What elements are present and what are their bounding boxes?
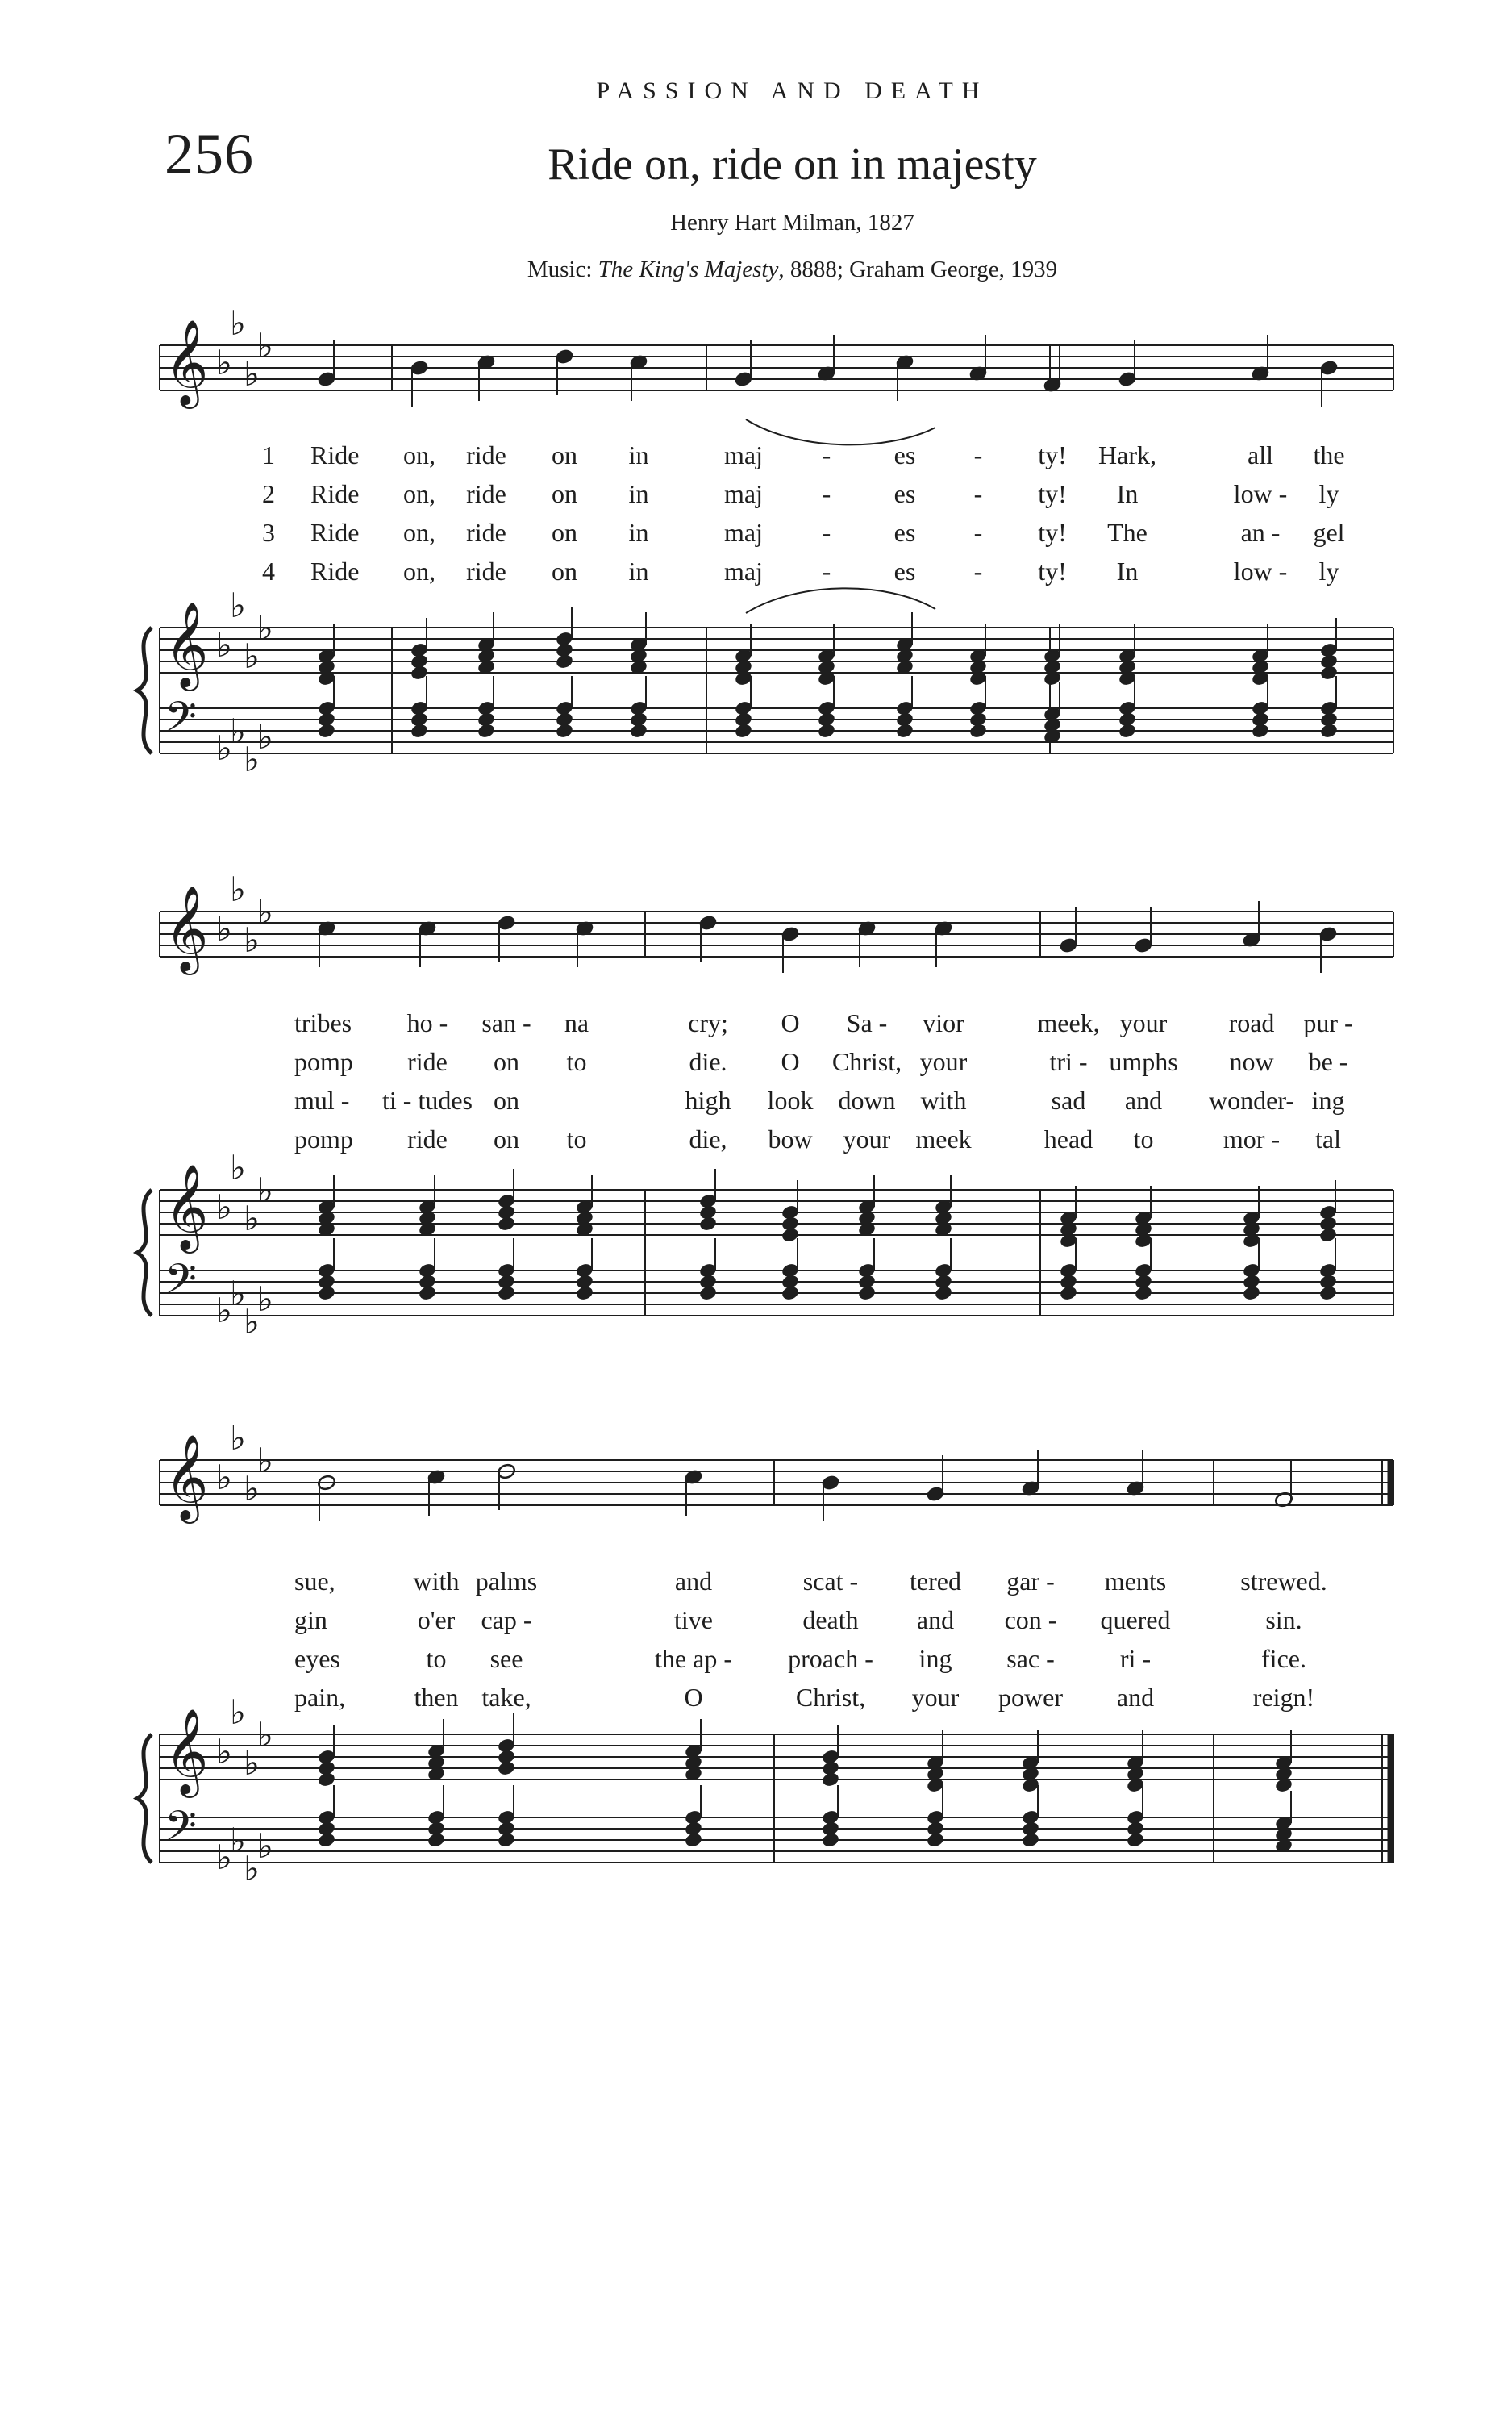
melody-staff [160,1460,1393,1505]
lyric-syllable: ty! [1038,518,1067,547]
lyric-syllable: maj [724,479,763,508]
flat-icon: ♭ [216,909,232,949]
lyric-syllable: Hark, [1098,440,1156,469]
flat-icon: ♭ [216,1291,232,1330]
lyric-syllable: Ride [310,479,360,508]
lyric-syllable: strewed. [1240,1567,1327,1596]
flat-icon: ♭ [244,920,260,960]
flat-icon: ♭ [216,343,232,382]
lyric-syllable: take, [481,1683,531,1712]
system-brace-icon [137,1190,152,1316]
lyric-syllable: - [973,518,983,547]
flat-icon: ♭ [257,1441,273,1480]
bass-chords [317,1785,1293,1854]
lyric-syllable: tal [1315,1124,1341,1154]
lyric-syllable: and [916,1605,955,1634]
lyric-syllable: cap - [481,1605,532,1634]
lyric-syllable: look [767,1086,814,1115]
accompaniment-treble-staff [160,628,1393,673]
flat-icon: ♭ [257,608,273,648]
flat-icon: ♭ [244,1302,260,1341]
verse-number: 4 [262,557,275,586]
lyric-syllable: in [628,479,649,508]
treble-chords [317,607,1339,686]
flat-icon: ♭ [257,717,273,757]
lyric-syllable: pomp [294,1124,353,1154]
lyric-syllable: ri - [1119,1644,1152,1673]
lyric-syllable: Ride [310,440,360,469]
lyric-syllable: ride [407,1047,448,1076]
verse-number: 3 [262,518,275,547]
lyric-syllable: on [552,557,577,586]
lyric-syllable: ti - tudes [382,1086,473,1115]
flat-icon: ♭ [244,740,260,779]
treble-clef-icon: 𝄞 [165,1163,209,1250]
lyric-syllable: your [911,1683,960,1712]
lyric-syllable: proach - [788,1644,873,1673]
lyric-syllable: high [685,1086,731,1115]
lyric-syllable: - [973,440,983,469]
lyric-syllable: ing [918,1644,952,1673]
lyric-syllable: eyes [294,1644,340,1673]
flat-icon: ♭ [230,1148,246,1187]
flat-icon: ♭ [216,1458,232,1497]
lyric-syllable: on [494,1047,519,1076]
lyric-syllable: palms [475,1567,538,1596]
lyric-syllable: - [822,479,831,508]
lyric-syllable: meek [915,1124,972,1154]
music-prefix: Music: [527,257,598,282]
lyric-syllable: - [822,440,831,469]
lyric-syllable: Christ, [795,1683,866,1712]
lyric-syllable: o'er [417,1605,456,1634]
lyric-syllable: tered [910,1567,961,1596]
lyric-syllable: now [1229,1047,1274,1076]
lyric-syllable: in [628,440,649,469]
lyric-syllable: die. [689,1047,727,1076]
lyric-syllable: with [413,1567,460,1596]
lyric-syllable: bow [768,1124,813,1154]
music-suffix: , 8888; Graham George, 1939 [778,257,1058,282]
treble-clef-icon: 𝄞 [165,1708,209,1794]
lyric-syllable: then [414,1683,459,1712]
lyric-syllable: power [998,1683,1063,1712]
flat-icon: ♭ [257,892,273,932]
lyric-syllable: O [781,1008,800,1037]
lyric-syllable: mul - [294,1086,350,1115]
accompaniment-bass-staff [160,1817,1393,1863]
lyric-syllable: The [1107,518,1148,547]
lyric-syllable: ride [466,440,506,469]
lyric-syllable: maj [724,440,763,469]
lyric-syllable: your [919,1047,968,1076]
flat-icon: ♭ [230,870,246,909]
treble-clef-and-key-signature [165,1418,273,1524]
lyric-syllable: all [1248,440,1273,469]
flat-icon: ♭ [230,1418,246,1458]
treble-clef-icon: 𝄞 [165,601,209,687]
lyric-syllable: to [1133,1124,1154,1154]
lyric-syllable: to [566,1047,587,1076]
lyric-syllable: road [1228,1008,1275,1037]
treble-chords [317,1713,1293,1793]
lyric-syllable: umphs [1109,1047,1178,1076]
lyric-syllable: be - [1308,1047,1348,1076]
lyric-syllable: O [781,1047,800,1076]
tune-name: The King's Majesty [598,257,779,282]
lyric-syllable: pomp [294,1047,353,1076]
lyric-syllable: cry; [688,1008,728,1037]
lyric-syllable: Sa - [846,1008,888,1037]
lyric-syllable: Christ, [831,1047,902,1076]
lyric-syllable: ty! [1038,440,1067,469]
lyric-syllable: on, [403,479,435,508]
lyric-syllable: tive [674,1605,713,1634]
lyric-syllable: ride [466,479,506,508]
flat-icon: ♭ [257,1279,273,1319]
bass-clef-and-key-signature [165,1254,273,1341]
system-brace-icon [137,1734,152,1863]
flat-icon: ♭ [244,1743,260,1783]
flat-icon: ♭ [244,1199,260,1238]
slur [746,588,935,613]
hymn-number: 256 [165,122,254,186]
flat-icon: ♭ [230,711,246,751]
lyric-syllable: on, [403,440,435,469]
lyric-syllable: - [973,557,983,586]
accompaniment-treble-staff [160,1190,1393,1235]
treble-clef-icon: 𝄞 [165,319,209,405]
lyric-syllable: meek, [1037,1008,1100,1037]
lyric-syllable: to [566,1124,587,1154]
lyric-syllable: in [628,557,649,586]
flat-icon: ♭ [257,326,273,365]
lyric-syllable: - [973,479,983,508]
treble-clef-icon: 𝄞 [165,1433,209,1520]
lyric-syllable: ride [407,1124,448,1154]
flat-icon: ♭ [244,354,260,394]
flat-icon: ♭ [216,625,232,665]
lyric-syllable: fice. [1261,1644,1306,1673]
lyric-syllable: na [564,1008,589,1037]
lyric-syllable: on [552,518,577,547]
lyric-syllable: your [1119,1008,1168,1037]
bass-clef-and-key-signature [165,692,273,779]
bass-clef-icon: 𝄢 [165,692,197,751]
lyric-syllable: - [822,518,831,547]
lyric-syllable: low - [1233,479,1288,508]
lyric-syllable: ho - [406,1008,448,1037]
lyric-syllable: maj [724,557,763,586]
treble-clef-and-key-signature [165,870,273,975]
lyric-syllable: tri - [1049,1047,1088,1076]
flat-icon: ♭ [216,1187,232,1227]
lyric-syllable: Ride [310,518,360,547]
verse-number: 1 [262,440,275,469]
accompaniment-bass-staff [160,708,1393,753]
lyric-syllable: pain, [294,1683,346,1712]
hymn-title: Ride on, ride on in majesty [548,140,1037,190]
lyric-syllable: on [494,1086,519,1115]
lyric-syllable: ride [466,518,506,547]
treble-clef-and-key-signature [165,1692,273,1798]
lyric-syllable: san - [481,1008,531,1037]
lyric-syllable: die, [689,1124,727,1154]
flat-icon: ♭ [230,586,246,625]
lyric-syllable: head [1043,1124,1093,1154]
treble-clef-and-key-signature [165,586,273,691]
bass-clef-icon: 𝄢 [165,1801,197,1860]
lyric-syllable: and [674,1567,713,1596]
lyric-syllable: scat - [802,1567,859,1596]
accompaniment-bass-staff [160,1270,1393,1316]
lyric-syllable: in [628,518,649,547]
flat-icon: ♭ [216,1732,232,1771]
lyric-syllable: maj [724,518,763,547]
lyric-syllable: sin. [1265,1605,1302,1634]
lyric-syllable: quered [1100,1605,1171,1634]
lyric-syllable: sad [1051,1086,1086,1115]
lyric-syllable: ride [466,557,506,586]
lyric-syllable: es [893,557,916,586]
treble-clef-and-key-signature [165,1148,273,1254]
system-brace-icon [137,628,152,753]
melody-staff [160,345,1393,390]
lyric-syllable: the ap - [655,1644,732,1673]
lyric-syllable: In [1116,479,1139,508]
lyric-syllable: and [1124,1086,1163,1115]
lyric-syllable: an - [1240,518,1281,547]
lyric-syllable: es [893,479,916,508]
lyric-syllable: see [489,1644,523,1673]
lyric-syllable: sue, [294,1567,335,1596]
treble-chords [317,1169,1338,1249]
bass-clef-icon: 𝄢 [165,1254,197,1313]
lyric-syllable: and [1116,1683,1155,1712]
flat-icon: ♭ [230,1692,246,1732]
flat-icon: ♭ [230,1274,246,1313]
treble-clef-icon: 𝄞 [165,885,209,971]
lyric-syllable: on [494,1124,519,1154]
flat-icon: ♭ [257,1826,273,1866]
bass-clef-and-key-signature [165,1801,273,1888]
flat-icon: ♭ [257,1170,273,1210]
lyric-syllable: your [843,1124,891,1154]
lyric-syllable: the [1313,440,1345,469]
flat-icon: ♭ [257,1715,273,1754]
lyric-syllable: with [920,1086,967,1115]
lyric-syllable: to [426,1644,447,1673]
flat-icon: ♭ [244,1469,260,1508]
flat-icon: ♭ [216,728,232,768]
flat-icon: ♭ [230,1821,246,1860]
lyric-syllable: O [684,1683,703,1712]
verse-number: 2 [262,479,275,508]
lyric-syllable: es [893,440,916,469]
lyric-syllable: ty! [1038,479,1067,508]
lyric-syllable: - [822,557,831,586]
flat-icon: ♭ [244,1849,260,1888]
lyric-syllable: reign! [1252,1683,1315,1712]
lyric-syllable: ly [1318,557,1339,586]
lyric-syllable: gar - [1006,1567,1055,1596]
lyric-syllable: ly [1318,479,1339,508]
treble-clef-and-key-signature [165,303,273,409]
lyric-syllable: mor - [1223,1124,1281,1154]
lyric-syllable: on, [403,557,435,586]
lyric-syllable: es [893,518,916,547]
melody-staff [160,912,1393,957]
lyric-syllable: vior [923,1008,964,1037]
flat-icon: ♭ [230,303,246,343]
lyric-syllable: pur - [1303,1008,1353,1037]
lyric-syllable: down [838,1086,896,1115]
flat-icon: ♭ [244,636,260,676]
flat-icon: ♭ [216,1838,232,1877]
lyric-syllable: con - [1004,1605,1057,1634]
lyric-syllable: on, [403,518,435,547]
lyric-syllable: ty! [1038,557,1067,586]
lyric-syllable: sac - [1006,1644,1055,1673]
accompaniment-treble-staff [160,1734,1393,1780]
lyric-syllable: ments [1104,1567,1167,1596]
lyric-syllable: In [1116,557,1139,586]
lyric-syllable: low - [1233,557,1288,586]
lyric-syllable: on [552,479,577,508]
lyric-syllable: on [552,440,577,469]
lyric-syllable: wonder- [1209,1086,1294,1115]
lyric-syllable: Ride [310,557,360,586]
lyric-syllable: gel [1313,518,1345,547]
section-heading: PASSION AND DEATH [596,77,989,104]
lyric-syllable: death [802,1605,859,1634]
author-credit: Henry Hart Milman, 1827 [670,210,914,236]
bass-chords [317,676,1339,745]
lyric-syllable: tribes [294,1008,352,1037]
lyric-syllable: gin [294,1605,327,1634]
lyric-syllable: ing [1311,1086,1345,1115]
